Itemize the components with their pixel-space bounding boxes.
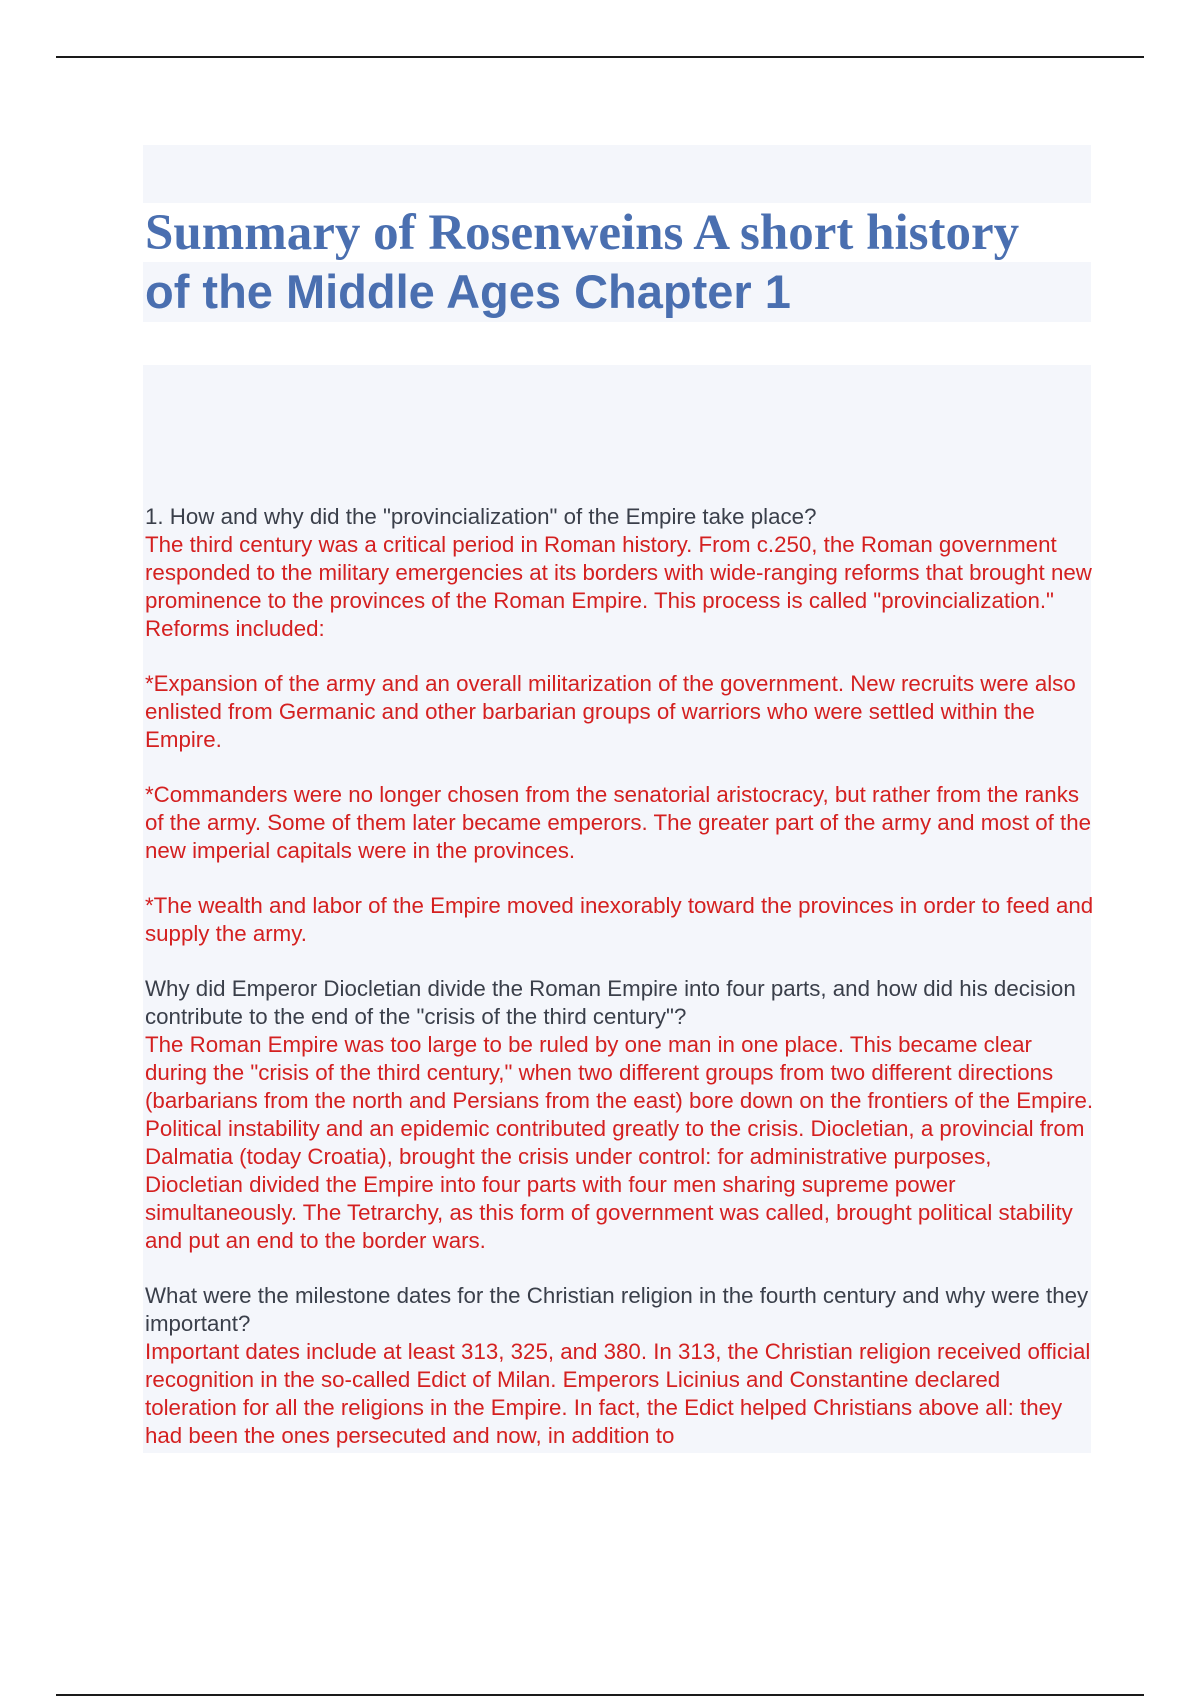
header-shade-top xyxy=(143,145,1091,203)
answer-1-intro: The third century was a critical period in Roman history. From c.250, the Roman government responded to the military emergencies at its borders with wide-ranging reforms that brought new prominence to the provinces of the Roman Empire. This process is called "provincialization." Reforms included: xyxy=(145,532,1092,641)
answer-1-point-3: *The wealth and labor of the Empire moved inexorably toward the provinces in order to feed and supply the army. xyxy=(145,893,1094,946)
question-3: What were the milestone dates for the Christian religion in the fourth century and why were they important? xyxy=(145,1283,1089,1336)
top-rule xyxy=(56,56,1144,58)
answer-1-point-2: *Commanders were no longer chosen from the senatorial aristocracy, but rather from the ranks of the army. Some of them later became emperors. The greater part of the army and most of the new imperial capitals were in the provinces. xyxy=(145,782,1091,863)
answer-3: Important dates include at least 313, 325, and 380. In 313, the Christian religion received official recognition in the so-called Edict of Milan. Emperors Licinius and Constantine declared toleration for all the religions in the Empire. In fact, the Edict helped Christians above all: they had been the ones persecuted and now, in addition to xyxy=(145,1339,1091,1448)
document-title-line2: of the Middle Ages Chapter 1 xyxy=(145,265,791,318)
document-body xyxy=(145,503,1095,1450)
answer-1-point-1: *Expansion of the army and an overall militarization of the government. New recruits were also enlisted from Germanic and other barbarian groups of warriors who were settled within the Empire. xyxy=(145,671,1076,752)
document-title-line1: Summary of Rosenweins A short history xyxy=(145,205,1020,261)
question-1: 1. How and why did the "provincialization" of the Empire take place? xyxy=(145,504,817,529)
question-2: Why did Emperor Diocletian divide the Roman Empire into four parts, and how did his decision contribute to the end of the "crisis of the third century"? xyxy=(145,976,1076,1029)
bottom-rule xyxy=(56,1694,1144,1696)
answer-2: The Roman Empire was too large to be ruled by one man in one place. This became clear during the "crisis of the third century," when two different groups from two different directions (barbarians from the north and Persians from the east) bore down on the frontiers of the Empire. Political instability and an epidemic contributed greatly to the crisis. Diocletian, a provincial from Dalmatia (today Croatia), brought the crisis under control: for administrative purposes, Diocletian divided the Empire into four parts with four men sharing supreme power simultaneously. The Tetrarchy, as this form of government was called, brought political stability and put an end to the border wars. xyxy=(145,1032,1094,1253)
